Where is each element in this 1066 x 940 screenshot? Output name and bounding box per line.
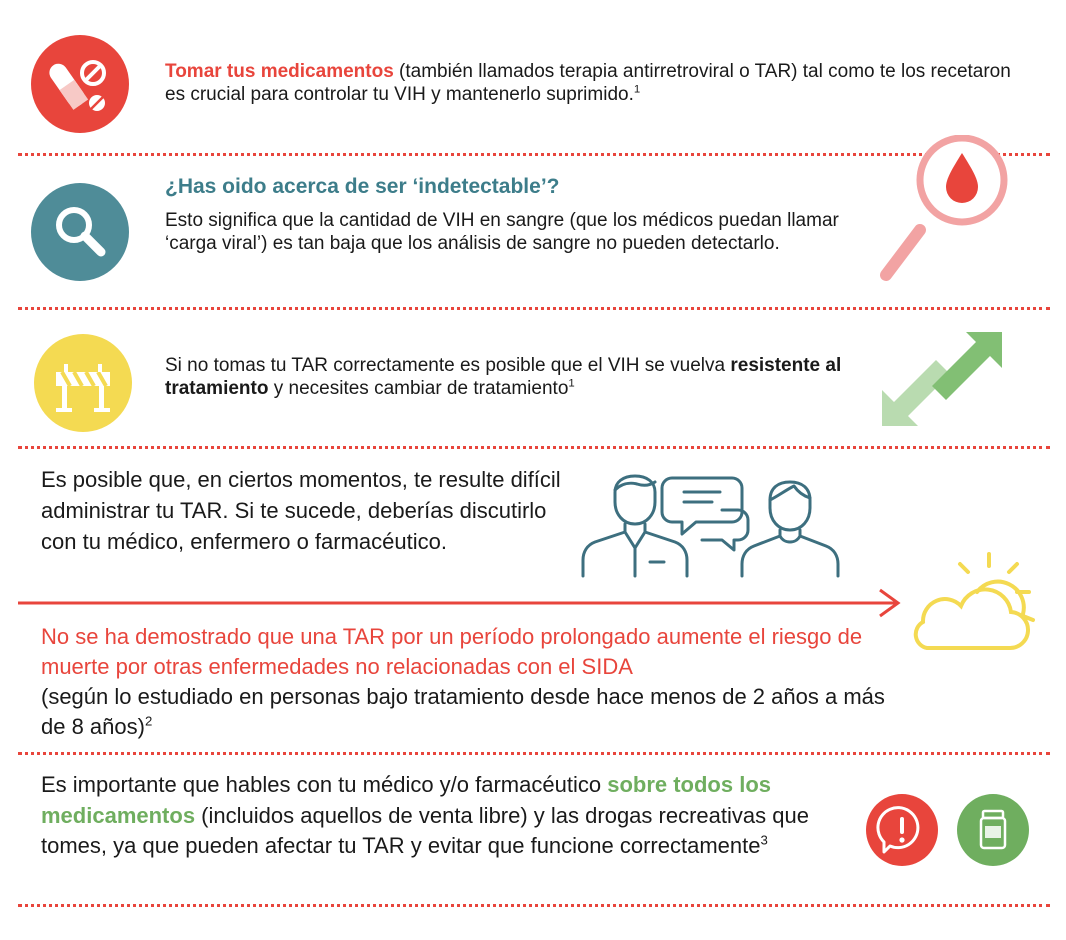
section1-text [165, 60, 1035, 106]
pills-icon [31, 35, 129, 133]
section3-text-after: y necesites cambiar de tratamiento [268, 378, 569, 400]
section2-heading: ¿Has oido acerca de ser ‘indetectable’? [165, 175, 560, 198]
dotted-divider [18, 307, 1050, 310]
section6-text-before: Es importante que hables con tu médico y/o farmacéutico [41, 772, 608, 797]
section5-body [41, 682, 911, 742]
exclamation-icon [866, 794, 938, 866]
blood-drop-magnifier-icon [872, 135, 1032, 285]
section3-bold: resistente al tratamiento [165, 355, 842, 400]
dotted-divider [18, 752, 1050, 755]
section6-green: sobre todos los medicamentos [41, 772, 771, 828]
swap-arrows-icon [880, 330, 1004, 428]
section2-body: Esto significa que la cantidad de VIH en sangre (que los médicos puedan llamar ‘carga viral’) es tan baja que los análisis de sangre no pueden detectarlo. [165, 210, 839, 255]
two-people-talking-icon [580, 470, 842, 580]
section1-lead: Tomar tus medicamentos [165, 61, 394, 82]
arrow-right-icon [18, 588, 903, 618]
section3-text [165, 354, 845, 400]
section6-text-after: (incluidos aquellos de venta libre) y las drogas recreativas que tomes, ya que pueden afectar tu TAR y evitar que funcione correctamente [41, 802, 809, 858]
section1-body: (también llamados terapia antirretroviral o TAR) tal como te los recetaron es crucial para controlar tu VIH y mantenerlo suprimido. [165, 61, 1011, 106]
dotted-divider [18, 446, 1050, 449]
footnote-ref: 1 [633, 83, 641, 96]
sun-cloud-icon [905, 548, 1055, 658]
footnote-ref: 1 [568, 377, 575, 390]
section4-body: Es posible que, en ciertos momentos, te resulte difícil administrar tu TAR. Si te sucede, deberías discutirlo con tu médico, enfermero o farmacéutico. [41, 467, 561, 554]
road-barrier-icon [34, 334, 132, 432]
medicine-bottle-icon [957, 794, 1029, 866]
footnote-ref: 2 [144, 713, 153, 729]
section3-text-before: Si no tomas tu TAR correctamente es posible que el VIH se vuelva [165, 355, 731, 376]
footnote-ref: 3 [760, 832, 768, 848]
dotted-divider [18, 904, 1050, 907]
section5-black-text: (según lo estudiado en personas bajo tratamiento desde hace menos de 2 años a más de 8 años) [41, 684, 885, 739]
section6-text [41, 770, 831, 862]
section5-red-text: No se ha demostrado que una TAR por un período prolongado aumente el riesgo de muerte por otras enfermedades no relacionadas con el SIDA [41, 624, 863, 679]
magnifier-icon [31, 183, 129, 281]
